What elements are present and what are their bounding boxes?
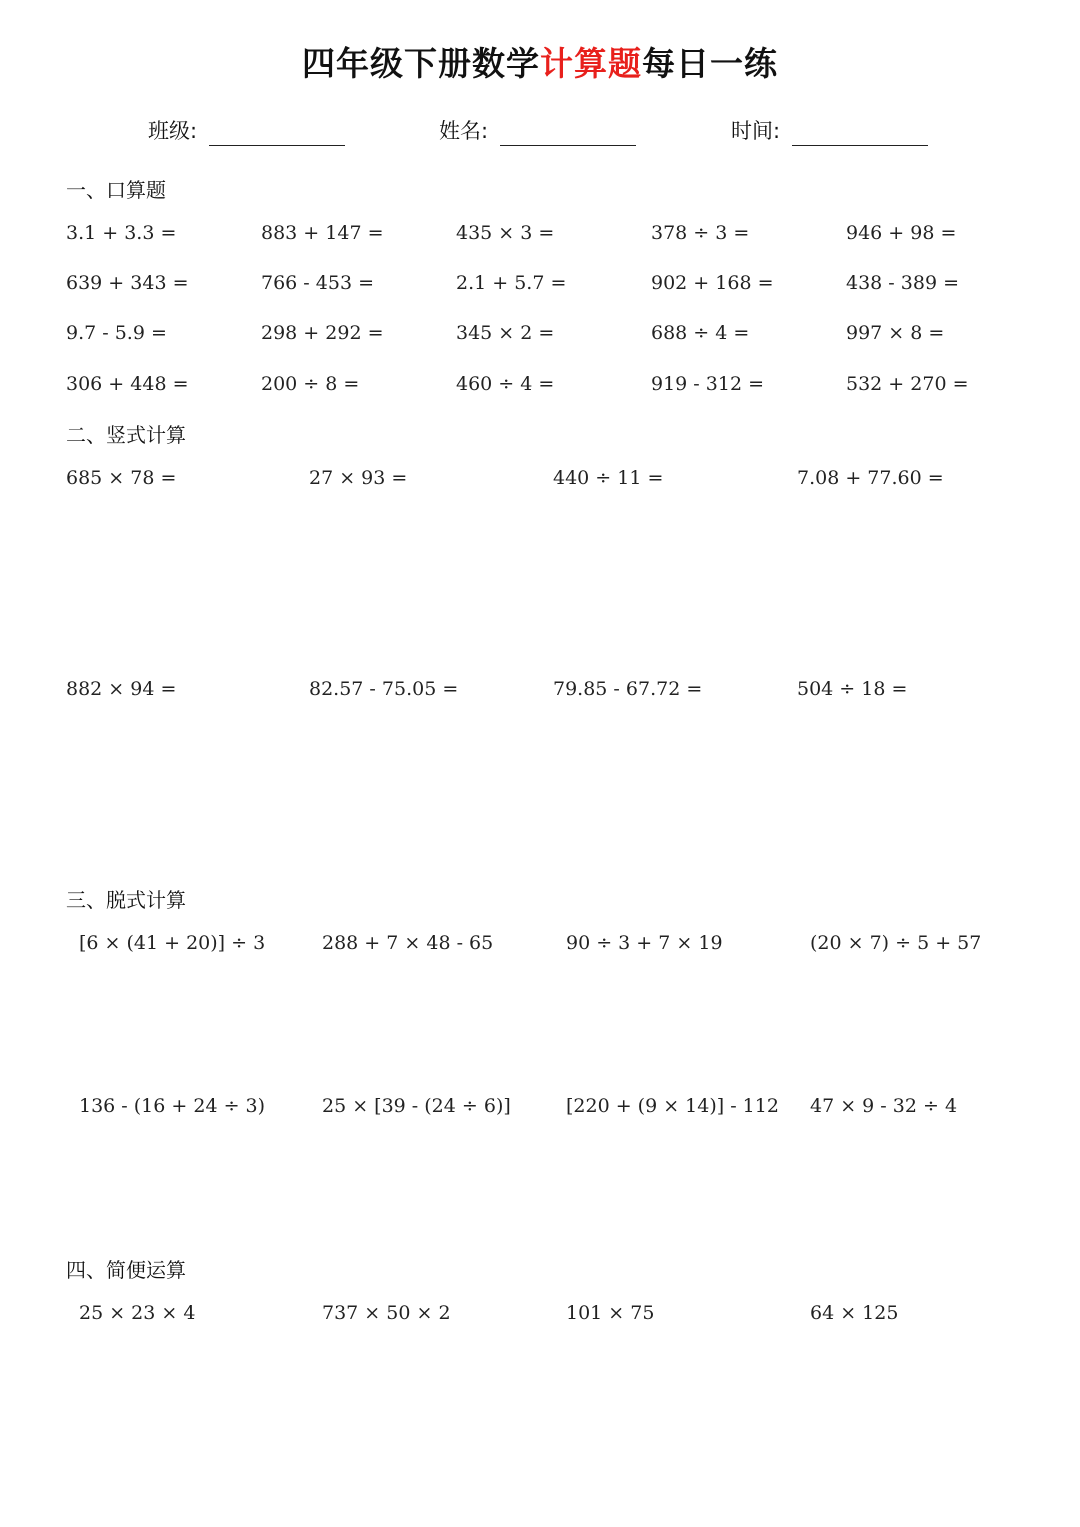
vertical-problem: 82.57 - 75.05 = [309,678,459,700]
oral-problem: 2.1 + 5.7 = [456,272,567,294]
title-highlight: 计算题 [540,44,642,83]
title-part-1: 四年级下册数学 [302,44,540,83]
simplify-problem: 25 × 23 × 4 [79,1302,196,1324]
oral-problem: 200 ÷ 8 = [261,373,360,395]
oral-problem: 378 ÷ 3 = [651,222,750,244]
oral-problem: 688 ÷ 4 = [651,322,750,344]
stepwise-problem: (20 × 7) ÷ 5 + 57 [810,932,982,954]
oral-problem: 306 + 448 = [66,373,189,395]
oral-problem: 902 + 168 = [651,272,774,294]
stepwise-problem: 136 - (16 + 24 ÷ 3) [79,1095,266,1117]
oral-problem: 460 ÷ 4 = [456,373,555,395]
section-oral-heading: 一、口算题 [66,178,166,202]
oral-problem: 883 + 147 = [261,222,384,244]
oral-problem: 3.1 + 3.3 = [66,222,177,244]
oral-problem: 766 - 453 = [261,272,374,294]
oral-problem: 9.7 - 5.9 = [66,322,167,344]
name-label: 姓名: [439,119,489,143]
oral-problem: 946 + 98 = [846,222,957,244]
section-stepwise-heading: 三、脱式计算 [66,888,186,912]
simplify-problem: 101 × 75 [566,1302,655,1324]
class-label: 班级: [148,119,198,143]
vertical-problem: 440 ÷ 11 = [553,467,664,489]
vertical-problem: 504 ÷ 18 = [797,678,908,700]
class-field [148,116,345,146]
stepwise-problem: [220 + (9 × 14)] - 112 [566,1095,779,1117]
oral-problem: 919 - 312 = [651,373,764,395]
name-field [439,116,636,146]
oral-problem: 298 + 292 = [261,322,384,344]
oral-problem: 435 × 3 = [456,222,555,244]
stepwise-problem: [6 × (41 + 20)] ÷ 3 [79,932,266,954]
vertical-problem: 27 × 93 = [309,467,408,489]
title-part-2: 每日一练 [642,44,778,83]
stepwise-problem: 25 × [39 - (24 ÷ 6)] [322,1095,511,1117]
oral-problem: 639 + 343 = [66,272,189,294]
vertical-problem: 79.85 - 67.72 = [553,678,703,700]
simplify-problem: 737 × 50 × 2 [322,1302,451,1324]
stepwise-problem: 288 + 7 × 48 - 65 [322,932,494,954]
oral-problem: 997 × 8 = [846,322,945,344]
stepwise-problem: 47 × 9 - 32 ÷ 4 [810,1095,958,1117]
page-title [0,40,1080,88]
student-info-row [0,116,1080,156]
time-field [731,116,928,146]
class-blank-line[interactable] [209,119,345,146]
vertical-problem: 882 × 94 = [66,678,177,700]
vertical-problem: 7.08 + 77.60 = [797,467,944,489]
time-blank-line[interactable] [792,119,928,146]
vertical-problem: 685 × 78 = [66,467,177,489]
oral-problem: 532 + 270 = [846,373,969,395]
time-label: 时间: [731,119,781,143]
section-vertical-heading: 二、竖式计算 [66,423,186,447]
simplify-problem: 64 × 125 [810,1302,899,1324]
section-simplify-heading: 四、简便运算 [66,1258,186,1282]
stepwise-problem: 90 ÷ 3 + 7 × 19 [566,932,723,954]
name-blank-line[interactable] [500,119,636,146]
oral-problem: 438 - 389 = [846,272,959,294]
oral-problem: 345 × 2 = [456,322,555,344]
